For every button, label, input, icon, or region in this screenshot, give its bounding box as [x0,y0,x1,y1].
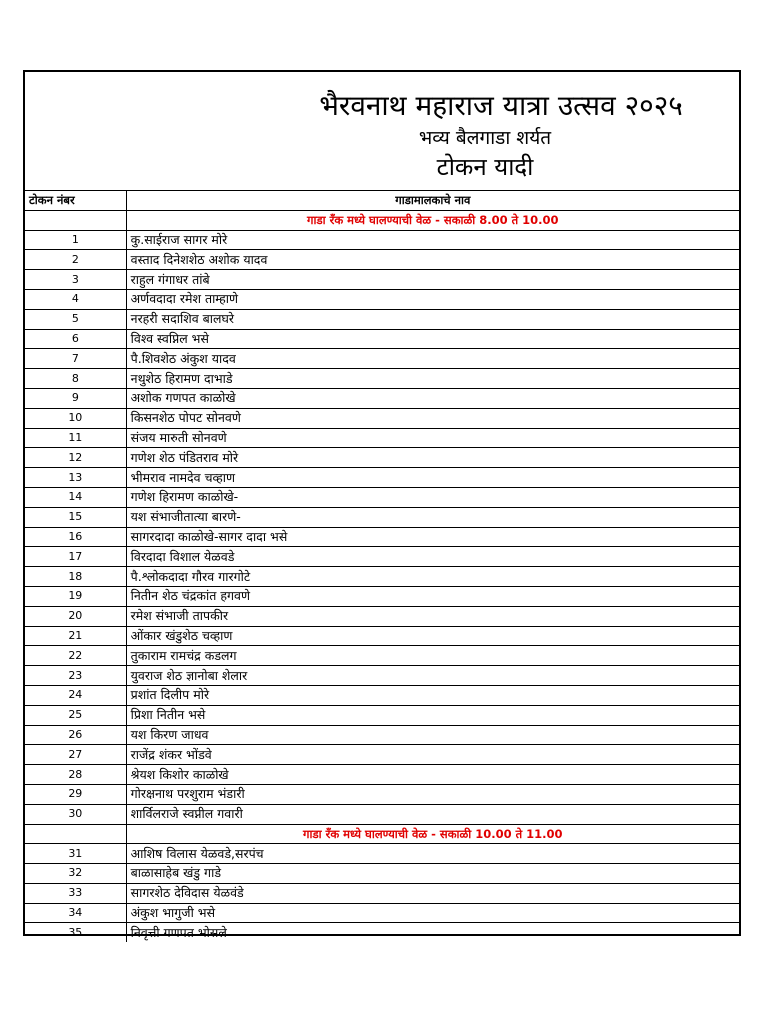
time-slot-row [25,824,739,844]
token-number: 34 [25,903,126,923]
owner-name: युवराज शेठ ज्ञानोबा शेलार [126,666,739,686]
owner-name: तुकाराम रामचंद्र कडलग [126,646,739,666]
token-number: 11 [25,428,126,448]
table-row [25,784,739,804]
owner-name: नितीन शेठ चंद्रकांत हगवणे [126,586,739,606]
token-number: 20 [25,606,126,626]
owner-name: पै.श्लोकदादा गौरव गारगोटे [126,567,739,587]
token-number: 32 [25,864,126,884]
table-row [25,428,739,448]
token-number: 13 [25,468,126,488]
table-row [25,666,739,686]
table-row [25,844,739,864]
owner-name: निवृत्ती गणपत भोसले [126,923,739,942]
token-number: 9 [25,388,126,408]
table-row [25,408,739,428]
table-row [25,883,739,903]
table-row [25,388,739,408]
table-row [25,804,739,824]
token-number: 12 [25,448,126,468]
token-number: 31 [25,844,126,864]
owner-name: बाळासाहेब खंडु गाडे [126,864,739,884]
owner-name: भीमराव नामदेव चव्हाण [126,468,739,488]
table-row [25,606,739,626]
table-row [25,626,739,646]
table-row [25,685,739,705]
owner-name: अर्णवदादा रमेश ताम्हाणे [126,289,739,309]
owner-name: शार्विलराजे स्वप्नील गवारी [126,804,739,824]
table-row [25,309,739,329]
token-number: 18 [25,567,126,587]
header-owner-name: गाडामालकाचे नाव [126,191,739,211]
token-number: 27 [25,745,126,765]
table-row [25,864,739,884]
event-title: भैरवनाथ महाराज यात्रा उत्सव २०२५ [319,89,683,122]
owner-name: सागरशेठ देविदास येळवंडे [126,883,739,903]
owner-name: किसनशेठ पोपट सोनवणे [126,408,739,428]
token-number: 16 [25,527,126,547]
token-table [25,190,739,942]
owner-name: प्रिशा नितीन भसे [126,705,739,725]
token-number: 10 [25,408,126,428]
table-row [25,230,739,250]
token-number: 15 [25,507,126,527]
owner-name: रमेश संभाजी तापकीर [126,606,739,626]
token-number: 26 [25,725,126,745]
token-number: 2 [25,250,126,270]
table-row [25,448,739,468]
table-row [25,507,739,527]
title-block [25,72,741,190]
owner-name: गणेश हिरामण काळोखे- [126,487,739,507]
time-slot-label: गाडा रँक मध्ये घालण्याची वेळ - सकाळी 8.00 ते 10.00 [126,210,739,230]
owner-name: संजय मारुती सोनवणे [126,428,739,448]
owner-name: अशोक गणपत काळोखे [126,388,739,408]
header-token-number: टोकन नंबर [25,191,126,211]
owner-name: राजेंद्र शंकर भोंडवे [126,745,739,765]
table-header-row [25,191,739,211]
token-number: 3 [25,270,126,290]
owner-name: यश संभाजीतात्या बारणे- [126,507,739,527]
time-slot-empty-cell [25,824,126,844]
owner-name: राहुल गंगाधर तांबे [126,270,739,290]
table-row [25,349,739,369]
owner-name: प्रशांत दिलीप मोरे [126,685,739,705]
table-row [25,329,739,349]
owner-name: गोरक्षनाथ परशुराम भंडारी [126,784,739,804]
table-row [25,745,739,765]
table-row [25,725,739,745]
token-number: 24 [25,685,126,705]
table-row [25,765,739,785]
token-number: 21 [25,626,126,646]
owner-name: विश्व स्वप्निल भसे [126,329,739,349]
owner-name: ओंकार खंडुशेठ चव्हाण [126,626,739,646]
table-row [25,369,739,389]
token-list-sheet [23,70,741,940]
event-subtitle: भव्य बैलगाडा शर्यत [418,127,552,149]
table-row [25,586,739,606]
table-row [25,527,739,547]
table-row [25,903,739,923]
token-number: 19 [25,586,126,606]
table-row [25,646,739,666]
table-row [25,487,739,507]
table-row [25,289,739,309]
owner-name: सागरदादा काळोखे-सागर दादा भसे [126,527,739,547]
table-row [25,468,739,488]
table-row [25,270,739,290]
token-number: 5 [25,309,126,329]
table-row [25,547,739,567]
token-number: 8 [25,369,126,389]
owner-name: श्रेयश किशोर काळोखे [126,765,739,785]
time-slot-row [25,210,739,230]
owner-name: कु.साईराज सागर मोरे [126,230,739,250]
token-number: 6 [25,329,126,349]
owner-name: विरदादा विशाल येळवडे [126,547,739,567]
token-number: 28 [25,765,126,785]
token-number: 35 [25,923,126,942]
owner-name: पै.शिवशेठ अंकुश यादव [126,349,739,369]
token-number: 14 [25,487,126,507]
table-row [25,705,739,725]
owner-name: अंकुश भागुजी भसे [126,903,739,923]
token-number: 4 [25,289,126,309]
time-slot-empty-cell [25,210,126,230]
token-number: 1 [25,230,126,250]
owner-name: नथुशेठ हिरामण दाभाडे [126,369,739,389]
table-row [25,567,739,587]
token-number: 29 [25,784,126,804]
token-number: 22 [25,646,126,666]
table-row [25,923,739,942]
token-number: 7 [25,349,126,369]
owner-name: नरहरी सदाशिव बालघरे [126,309,739,329]
time-slot-label: गाडा रँक मध्ये घालण्याची वेळ - सकाळी 10.00 ते 11.00 [126,824,739,844]
token-number: 17 [25,547,126,567]
token-number: 23 [25,666,126,686]
token-number: 33 [25,883,126,903]
token-number: 30 [25,804,126,824]
table-row [25,250,739,270]
owner-name: गणेश शेठ पंडितराव मोरे [126,448,739,468]
token-number: 25 [25,705,126,725]
owner-name: यश किरण जाधव [126,725,739,745]
owner-name: वस्ताद दिनेशशेठ अशोक यादव [126,250,739,270]
owner-name: आशिष विलास येळवडे,सरपंच [126,844,739,864]
list-title: टोकन यादी [436,153,534,181]
